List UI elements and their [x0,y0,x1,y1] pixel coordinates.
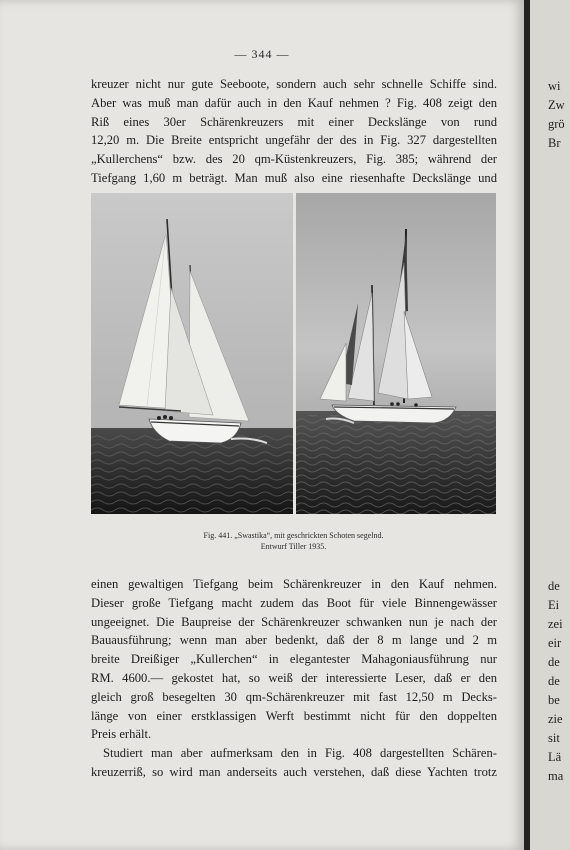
edge-fragment: Zw [548,98,565,112]
text-line: Tiefgang 1,60 m beträgt. Man muß also eine riesenhafte Deckslänge und [91,170,497,185]
text-line: kreuzerriß, so wird man anderseits auch verstehen, daß diese Yachten trotz [91,764,497,779]
edge-fragment: Lä [548,750,562,764]
text-line: „Kullerchens“ bzw. des 20 qm-Küstenkreuzers, Fig. 385; während der [91,152,497,167]
sailboat-image-right [296,193,496,514]
sailboat-image-left [91,193,293,514]
edge-fragment: eir [548,636,562,650]
edge-fragment: Ei [548,598,560,612]
edge-fragment: sit [548,731,560,745]
text-line: kreuzer nicht nur gute Seeboote, sondern auch sehr schnelle Schiffe sind. [91,77,497,91]
edge-fragment: zie [548,712,563,726]
text-line: Studiert man aber aufmerksam den in Fig. 408 dargestellten Schären- [103,746,497,761]
text-line: Riß eines 30er Schärenkreuzers mit einer Deckslänge von rund [91,114,497,129]
edge-fragment: wi [548,79,561,93]
text-line: Preis erhält. [91,727,152,742]
adjacent-page-edge [530,0,570,850]
text-line: ungeeignet. Die Baupreise der Schärenkreuzer schwanken nun je nach der [91,614,497,629]
edge-fragment: de [548,674,560,688]
edge-fragment: ma [548,769,564,783]
figure-caption: Fig. 441. „Swastika“, mit geschrickten Schoten segelnd. [203,531,384,540]
text-line: einen gewaltigen Tiefgang beim Schärenkreuzer in den Kauf nehmen. [91,577,497,591]
edge-fragment: Br [548,136,561,150]
text-line: 12,20 m. Die Breite entspricht ungefähr der des in Fig. 327 dargestellten [91,133,497,148]
text-line: gleich groß besegelten 30 qm-Schärenkreuzer mit fast 12,50 m Decks- [91,689,497,704]
edge-fragment: be [548,693,560,707]
text-line: Bauausführung; wenn man aber bedenkt, daß der 8 m lange und 2 m [91,633,497,648]
bottom-paragraph [91,575,497,782]
edge-fragment: zei [548,617,563,631]
text-line: länge von einer erstklassigen Werft bestimmt nicht für den doppelten [91,708,497,723]
text-line: Aber was muß man dafür auch in den Kauf nehmen ? Fig. 408 zeigt den [91,95,497,110]
figure-credit: Entwurf Tiller 1935. [260,542,327,551]
text-line: breite Dreißiger „Kullerchen“ in elegantester Mahagoniausführung nur [91,652,497,667]
edge-fragment: de [548,579,560,593]
edge-fragment: grö [548,117,565,131]
top-paragraph [91,75,497,188]
page-number: — 344 — [234,47,290,61]
edge-fragment: de [548,655,560,669]
sailboat-photo-right [296,193,496,514]
sailboat-photo-left [91,193,293,514]
text-line: Dieser große Tiefgang macht zudem das Boot für viele Binnengewässer [91,595,497,610]
text-line: RM. 4600.— gekostet hat, so weiß der interessierte Leser, daß er den [91,670,497,685]
